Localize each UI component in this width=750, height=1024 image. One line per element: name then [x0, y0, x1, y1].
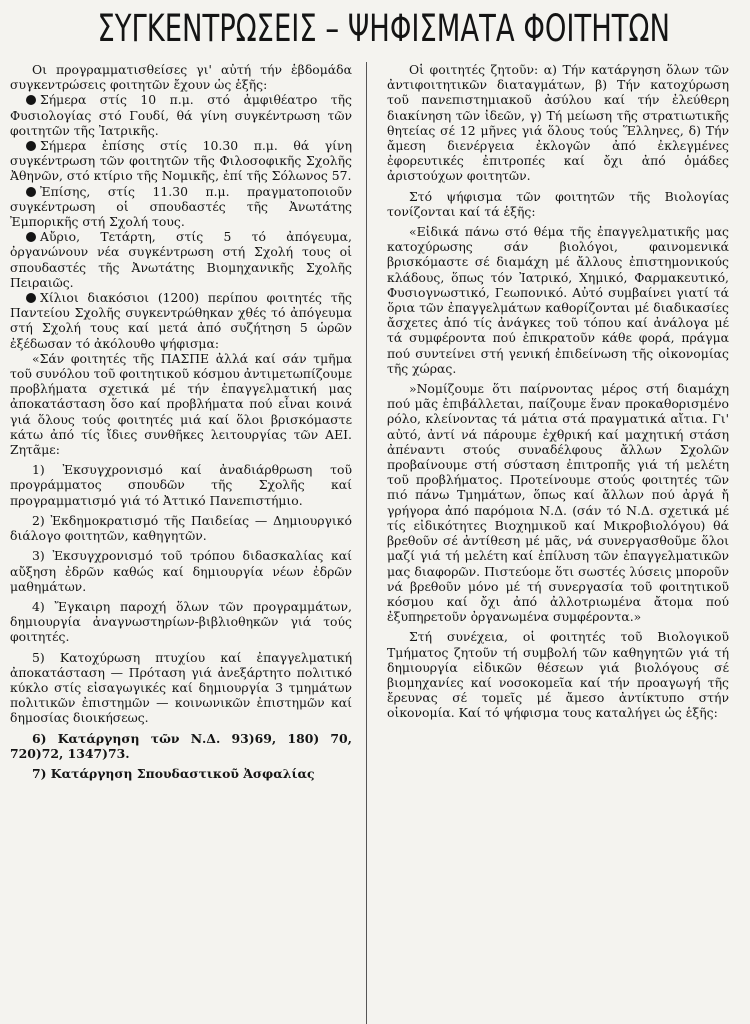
demand-item: 1) Ἐκσυγχρονισμό καί ἀναδιάρθρωση τοῦ προγράμματος σπουδῶν τῆς Σχολῆς καί προγραμματισμό γιά τό Ἀττικό Πανεπιστήμιο. [10, 462, 352, 508]
paragraph: Στό ψήφισμα τῶν φοιτητῶν τῆς Βιολογίας τονίζονται καί τά ἑξῆς: [387, 188, 729, 219]
list-item: Χίλιοι διακόσιοι (1200) περίπου φοιτητές τῆς Παντείου Σχολῆς συγκεντρώθηκαν χθές τό ἀπόγευμα στή Σχολή τους καί μετά ἀπό συζήτηση 5 ὡρῶν ἐξέδωσαν τό ἀκόλουθο ψήφισμα: [10, 290, 352, 351]
bullet-icon [26, 141, 36, 151]
bullet-icon [26, 95, 36, 105]
headline: ΣΥΓΚΕΝΤΡΩΣΕΙΣ – ΨΗΦΙΣΜΑΤΑ ΦΟΙΤΗΤΩΝ [97, 7, 670, 50]
list-item: Σήμερα στίς 10 π.μ. στό ἀμφιθέατρο τῆς Φυσιολογίας στό Γουδί, θά γίνη συγκέντρωση τῶν φοιτητῶν τῆς Ἰατρικῆς. [10, 92, 352, 138]
intro-paragraph: Οι προγραμματισθείσες γι' αὐτή τήν ἑβδομάδα συγκεντρώσεις φοιτητῶν ἔχουν ὡς ἑξῆς: [10, 62, 352, 93]
paragraph: «Εἰδικά πάνω στό θέμα τῆς ἐπαγγελματικῆς μας κατοχύρωσης σάν βιολόγοι, φαινομενικά βρισκόμαστε σέ διαμάχη μέ ἄλλους ἐπιστημονικούς κλάδους, ὅπως τόν Ἰατρικό, Χημικό, Φαρμακευτικό, Φυσιογνωστικό, Γεωπονικό. Αὐτό συμβαίνει γιατί τά ὅρια τῶν ἐπαγγελμάτων καθορίζονται μέ διαδικασίες ἄσχετες ἀπό τίς ἀνάγκες τοῦ τόπου καί ἀνάλογα μέ τά συμφέροντα πού ἐπικρατοῦν κάθε φορά, πράγμα πού συντείνει στή γενική ἐπιδείνωση τῆς οἰκονομίας τῆς χώρας. [387, 224, 729, 376]
demand-item: 4) Ἔγκαιρη παροχή ὅλων τῶν προγραμμάτων, δημιουργία ἀναγνωστηρίων-βιβλιοθηκῶν γιά τούς φοιτητές. [10, 598, 352, 645]
left-column [10, 62, 352, 1024]
bullet-icon [26, 293, 36, 303]
right-column [387, 62, 729, 1024]
demand-item: 2) Ἐκδημοκρατισμό τῆς Παιδείας — Δημιουργικό διάλογο φοιτητῶν, καθηγητῶν. [10, 512, 352, 544]
paragraph: »Νομίζουμε ὅτι παίρνοντας μέρος στή διαμάχη πού μᾶς ἐπιβάλλεται, παίζουμε ἕναν προκαθορισμένο ρόλο, κλείνοντας τά μάτια στά πραγματικά αἴτια. Γι' αὐτό, ἀντί νά πάρουμε ἐχθρική καί μαχητική στάση ἀπέναντι στούς συναδέλφους ἄλλων Σχολῶν προβαίνουμε στή σύσταση ἐπιτροπῆς γιά τή μελέτη τοῦ προβλήματος. Προτείνουμε στούς φοιτητές τῶν πιό πάνω Τμημάτων, ὅπως καί ἄλλων πού ἀργά ἤ γρήγορα ἀπό παρόμοια Ν.Δ. (σάν τό Ν.Δ. σχετικά μέ τίς εἰδικότητες Βιοχημικοῦ καί Μικροβιολόγου) θά βρεθοῦν σέ ἀντίθεση μέ μᾶς, νά συνεργασθοῦμε ὅλοι μαζί γιά τή μελέτη καί ἐπίλυση τῶν ἐπαγγελματικῶν μας διαφορῶν. Πιστεύομε ὅτι σωστές λύσεις μποροῦν νά βρεθοῦν μόνο μέ τή συνεργασία τοῦ φοιτητικοῦ κόσμου καί ὄχι ἀπό ἀλλοτριωμένα ἄτομα πού ἐξυπηρετοῦν ὀργανωμένα συμφέροντα.» [387, 381, 729, 625]
list-item: Σήμερα ἐπίσης στίς 10.30 π.μ. θά γίνη συγκέντρωση τῶν φοιτητῶν τῆς Φιλοσοφικῆς Σχολῆς Ἀθηνῶν, στό κτίριο τῆς Νομικῆς, ἐπί τῆς Σόλωνος 57. [10, 138, 352, 184]
list-item: Ἐπίσης, στίς 11.30 π.μ. πραγματοποιοῦν συγκέντρωση οἱ σπουδαστές τῆς Ἀνωτάτης Ἐμπορικῆς στή Σχολή τους. [10, 183, 352, 230]
demand-item: 7) Κατάργηση Σπουδαστικοῦ Ἀσφαλίας [32, 765, 315, 781]
column-divider [366, 62, 367, 1024]
demand-item: 5) Κατοχύρωση πτυχίου καί ἐπαγγελματική ἀποκατάσταση — Πρόταση γιά ἀνεξάρτητο πολιτικό κύκλο στίς εἰσαγωγικές καί δημιουργία 3 τμημάτων πολιτικῶν ἐπιστημῶν — κοινωνικῶν ἐπιστημῶν καί δημοσίας διοικήσεως. [10, 649, 352, 726]
bullet-icon [26, 232, 36, 242]
list-item: Αὔριο, Τετάρτη, στίς 5 τό ἀπόγευμα, ὀργανώνουν νέα συγκέντρωση στή Σχολή τους οἱ σπουδαστές τῆς Ἀνωτάτης Βιομηχανικῆς Σχολῆς Πειραιῶς. [10, 229, 352, 290]
demand-item: 6) Κατάργηση τῶν Ν.Δ. 93)69, 180) 70, 720)72, 1347)73. [10, 730, 352, 761]
paragraph: Οἱ φοιτητές ζητοῦν: α) Τήν κατάργηση ὅλων τῶν ἀντιφοιτητικῶν διαταγμάτων, β) Τήν κατοχύρωση τοῦ πανεπιστημιακοῦ ἀσύλου καί τήν ἐλεύθερη διακίνηση τῶν ἰδεῶν, γ) Τή μείωση τῆς στρατιωτικῆς θητείας σέ 12 μῆνες γιά ὅλους τούς Ἕλληνες, δ) Τήν ἄμεση διενέργεια ἐκλογῶν ἀπό ἐκλεγμένες ἐφορευτικές ἐπιτροπές καί ὄχι ἀπό ὁμάδες ἀριστούχων φοιτητῶν. [387, 62, 729, 184]
paragraph: Στή συνέχεια, οἱ φοιτητές τοῦ Βιολογικοῦ Τμήματος ζητοῦν τή συμβολή τῶν καθηγητῶν γιά τή δημιουργία εἰδικῶν θέσεων γιά βιολόγους σέ βιομηχανίες καί νοσοκομεῖα καί τήν προαγωγή τῆς ἔρευνας σέ τομεῖς μέ ἄμεσο ἀντίκτυπο στήν οἰκονομία. Καί τό ψήφισμα τους καταλήγει ὡς ἑξῆς: [387, 629, 729, 721]
demand-item: 3) Ἐκσυγχρονισμό τοῦ τρόπου διδασκαλίας καί αὔξηση ἐδρῶν καθώς καί δημιουργία νέων ἐδρῶν μαθημάτων. [10, 548, 352, 594]
bullet-icon [26, 187, 36, 197]
resolution-quote: «Σάν φοιτητές τῆς ΠΑΣΠΕ ἀλλά καί σάν τμῆμα τοῦ συνόλου τοῦ φοιτητικοῦ κόσμου ἀντιμετωπίζουμε προβλήματα σχετικά μέ τήν ἐπαγγελματική μας ἀποκατάσταση ὅσο καί προβλήματα πού εἶναι κοινά γιά ὅλους τούς φοιτητές μιά καί ὅλοι βρισκόμαστε κάτω ἀπό τίς ἴδιες συνθῆκες λειτουργίας τῶν ΑΕΙ. Ζητᾶμε: [10, 350, 352, 458]
